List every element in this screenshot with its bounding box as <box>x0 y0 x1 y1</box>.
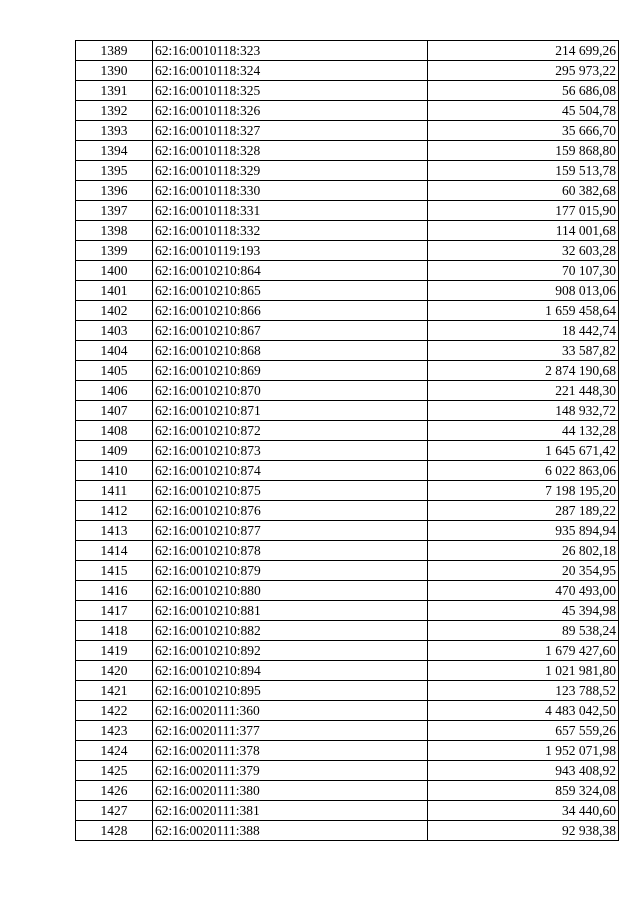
cadastral-number-cell: 62:16:0010210:872 <box>153 421 428 441</box>
row-number-cell: 1418 <box>76 621 153 641</box>
cadastral-value-cell: 92 938,38 <box>428 821 619 841</box>
row-number-cell: 1395 <box>76 161 153 181</box>
cadastral-value-cell: 287 189,22 <box>428 501 619 521</box>
cadastral-value-cell: 159 868,80 <box>428 141 619 161</box>
row-number-cell: 1402 <box>76 301 153 321</box>
row-number-cell: 1409 <box>76 441 153 461</box>
table-row <box>76 621 619 641</box>
row-number-cell: 1401 <box>76 281 153 301</box>
cadastral-value-cell: 20 354,95 <box>428 561 619 581</box>
row-number-cell: 1425 <box>76 761 153 781</box>
row-number-cell: 1428 <box>76 821 153 841</box>
table-row <box>76 781 619 801</box>
cadastral-number-cell: 62:16:0010210:867 <box>153 321 428 341</box>
table-row <box>76 381 619 401</box>
cadastral-number-cell: 62:16:0020111:377 <box>153 721 428 741</box>
table-row <box>76 81 619 101</box>
cadastral-value-cell: 114 001,68 <box>428 221 619 241</box>
table-row <box>76 581 619 601</box>
cadastral-number-cell: 62:16:0010210:866 <box>153 301 428 321</box>
cadastral-value-cell: 1 645 671,42 <box>428 441 619 461</box>
table-row <box>76 741 619 761</box>
table-row <box>76 261 619 281</box>
cadastral-number-cell: 62:16:0010118:329 <box>153 161 428 181</box>
table-row <box>76 541 619 561</box>
table-row <box>76 101 619 121</box>
cadastral-number-cell: 62:16:0010118:323 <box>153 41 428 61</box>
row-number-cell: 1392 <box>76 101 153 121</box>
table-row <box>76 661 619 681</box>
cadastral-number-cell: 62:16:0010210:864 <box>153 261 428 281</box>
cadastral-number-cell: 62:16:0020111:388 <box>153 821 428 841</box>
cadastral-value-cell: 908 013,06 <box>428 281 619 301</box>
cadastral-value-cell: 935 894,94 <box>428 521 619 541</box>
cadastral-number-cell: 62:16:0010210:881 <box>153 601 428 621</box>
row-number-cell: 1419 <box>76 641 153 661</box>
row-number-cell: 1398 <box>76 221 153 241</box>
cadastral-value-cell: 34 440,60 <box>428 801 619 821</box>
table-row <box>76 641 619 661</box>
cadastral-value-cell: 1 659 458,64 <box>428 301 619 321</box>
table-body <box>76 41 619 841</box>
table-row <box>76 761 619 781</box>
cadastral-number-cell: 62:16:0010210:882 <box>153 621 428 641</box>
table-row <box>76 721 619 741</box>
row-number-cell: 1422 <box>76 701 153 721</box>
table-row <box>76 821 619 841</box>
cadastral-number-cell: 62:16:0010210:894 <box>153 661 428 681</box>
cadastral-value-cell: 18 442,74 <box>428 321 619 341</box>
table-row <box>76 681 619 701</box>
cadastral-number-cell: 62:16:0010210:880 <box>153 581 428 601</box>
table-row <box>76 421 619 441</box>
cadastral-number-cell: 62:16:0010210:879 <box>153 561 428 581</box>
cadastral-value-cell: 2 874 190,68 <box>428 361 619 381</box>
table-row <box>76 341 619 361</box>
cadastral-number-cell: 62:16:0010118:330 <box>153 181 428 201</box>
row-number-cell: 1427 <box>76 801 153 821</box>
row-number-cell: 1397 <box>76 201 153 221</box>
row-number-cell: 1394 <box>76 141 153 161</box>
cadastral-number-cell: 62:16:0010118:332 <box>153 221 428 241</box>
cadastral-value-cell: 123 788,52 <box>428 681 619 701</box>
cadastral-value-cell: 221 448,30 <box>428 381 619 401</box>
row-number-cell: 1410 <box>76 461 153 481</box>
cadastral-number-cell: 62:16:0010210:874 <box>153 461 428 481</box>
cadastral-value-cell: 4 483 042,50 <box>428 701 619 721</box>
cadastral-number-cell: 62:16:0010119:193 <box>153 241 428 261</box>
table-row <box>76 501 619 521</box>
table-row <box>76 521 619 541</box>
row-number-cell: 1421 <box>76 681 153 701</box>
row-number-cell: 1417 <box>76 601 153 621</box>
row-number-cell: 1390 <box>76 61 153 81</box>
table-row <box>76 241 619 261</box>
cadastral-number-cell: 62:16:0020111:381 <box>153 801 428 821</box>
cadastral-value-cell: 6 022 863,06 <box>428 461 619 481</box>
cadastral-value-cell: 26 802,18 <box>428 541 619 561</box>
table-row <box>76 161 619 181</box>
cadastral-value-cell: 45 504,78 <box>428 101 619 121</box>
cadastral-number-cell: 62:16:0010118:327 <box>153 121 428 141</box>
row-number-cell: 1405 <box>76 361 153 381</box>
row-number-cell: 1396 <box>76 181 153 201</box>
cadastral-number-cell: 62:16:0010210:877 <box>153 521 428 541</box>
table-row <box>76 701 619 721</box>
cadastral-value-cell: 45 394,98 <box>428 601 619 621</box>
cadastral-number-cell: 62:16:0010210:873 <box>153 441 428 461</box>
row-number-cell: 1407 <box>76 401 153 421</box>
table-row <box>76 481 619 501</box>
row-number-cell: 1393 <box>76 121 153 141</box>
table-row <box>76 321 619 341</box>
cadastral-value-cell: 60 382,68 <box>428 181 619 201</box>
table-row <box>76 401 619 421</box>
table-row <box>76 801 619 821</box>
cadastral-number-cell: 62:16:0020111:360 <box>153 701 428 721</box>
cadastral-value-cell: 943 408,92 <box>428 761 619 781</box>
row-number-cell: 1423 <box>76 721 153 741</box>
row-number-cell: 1403 <box>76 321 153 341</box>
cadastral-number-cell: 62:16:0010118:324 <box>153 61 428 81</box>
table-row <box>76 361 619 381</box>
table-row <box>76 461 619 481</box>
row-number-cell: 1399 <box>76 241 153 261</box>
cadastral-value-cell: 35 666,70 <box>428 121 619 141</box>
cadastral-number-cell: 62:16:0010210:871 <box>153 401 428 421</box>
row-number-cell: 1389 <box>76 41 153 61</box>
cadastral-value-cell: 33 587,82 <box>428 341 619 361</box>
row-number-cell: 1426 <box>76 781 153 801</box>
cadastral-value-table <box>75 40 619 841</box>
cadastral-number-cell: 62:16:0010118:325 <box>153 81 428 101</box>
row-number-cell: 1404 <box>76 341 153 361</box>
cadastral-number-cell: 62:16:0020111:380 <box>153 781 428 801</box>
cadastral-number-cell: 62:16:0010118:326 <box>153 101 428 121</box>
cadastral-value-cell: 177 015,90 <box>428 201 619 221</box>
cadastral-value-cell: 148 932,72 <box>428 401 619 421</box>
cadastral-value-cell: 70 107,30 <box>428 261 619 281</box>
cadastral-number-cell: 62:16:0010210:865 <box>153 281 428 301</box>
cadastral-value-cell: 1 021 981,80 <box>428 661 619 681</box>
cadastral-value-cell: 89 538,24 <box>428 621 619 641</box>
cadastral-number-cell: 62:16:0010210:868 <box>153 341 428 361</box>
cadastral-value-cell: 1 679 427,60 <box>428 641 619 661</box>
table-row <box>76 221 619 241</box>
cadastral-number-cell: 62:16:0010210:895 <box>153 681 428 701</box>
row-number-cell: 1414 <box>76 541 153 561</box>
cadastral-value-cell: 7 198 195,20 <box>428 481 619 501</box>
cadastral-number-cell: 62:16:0010210:892 <box>153 641 428 661</box>
cadastral-number-cell: 62:16:0010210:875 <box>153 481 428 501</box>
cadastral-number-cell: 62:16:0010210:869 <box>153 361 428 381</box>
row-number-cell: 1400 <box>76 261 153 281</box>
cadastral-number-cell: 62:16:0020111:378 <box>153 741 428 761</box>
row-number-cell: 1416 <box>76 581 153 601</box>
row-number-cell: 1406 <box>76 381 153 401</box>
cadastral-number-cell: 62:16:0020111:379 <box>153 761 428 781</box>
cadastral-value-cell: 859 324,08 <box>428 781 619 801</box>
cadastral-number-cell: 62:16:0010118:328 <box>153 141 428 161</box>
row-number-cell: 1413 <box>76 521 153 541</box>
cadastral-number-cell: 62:16:0010118:331 <box>153 201 428 221</box>
table-row <box>76 201 619 221</box>
cadastral-value-cell: 56 686,08 <box>428 81 619 101</box>
table-row <box>76 601 619 621</box>
cadastral-value-cell: 44 132,28 <box>428 421 619 441</box>
cadastral-value-cell: 470 493,00 <box>428 581 619 601</box>
row-number-cell: 1408 <box>76 421 153 441</box>
cadastral-value-cell: 1 952 071,98 <box>428 741 619 761</box>
row-number-cell: 1424 <box>76 741 153 761</box>
table-row <box>76 301 619 321</box>
cadastral-value-cell: 32 603,28 <box>428 241 619 261</box>
row-number-cell: 1411 <box>76 481 153 501</box>
table-row <box>76 561 619 581</box>
row-number-cell: 1415 <box>76 561 153 581</box>
cadastral-value-cell: 214 699,26 <box>428 41 619 61</box>
table-row <box>76 41 619 61</box>
table-row <box>76 441 619 461</box>
table-row <box>76 181 619 201</box>
cadastral-value-cell: 159 513,78 <box>428 161 619 181</box>
cadastral-value-cell: 295 973,22 <box>428 61 619 81</box>
cadastral-number-cell: 62:16:0010210:878 <box>153 541 428 561</box>
table-row <box>76 121 619 141</box>
row-number-cell: 1391 <box>76 81 153 101</box>
table-row <box>76 281 619 301</box>
table-row <box>76 141 619 161</box>
cadastral-number-cell: 62:16:0010210:876 <box>153 501 428 521</box>
cadastral-number-cell: 62:16:0010210:870 <box>153 381 428 401</box>
row-number-cell: 1420 <box>76 661 153 681</box>
row-number-cell: 1412 <box>76 501 153 521</box>
cadastral-value-cell: 657 559,26 <box>428 721 619 741</box>
table-row <box>76 61 619 81</box>
